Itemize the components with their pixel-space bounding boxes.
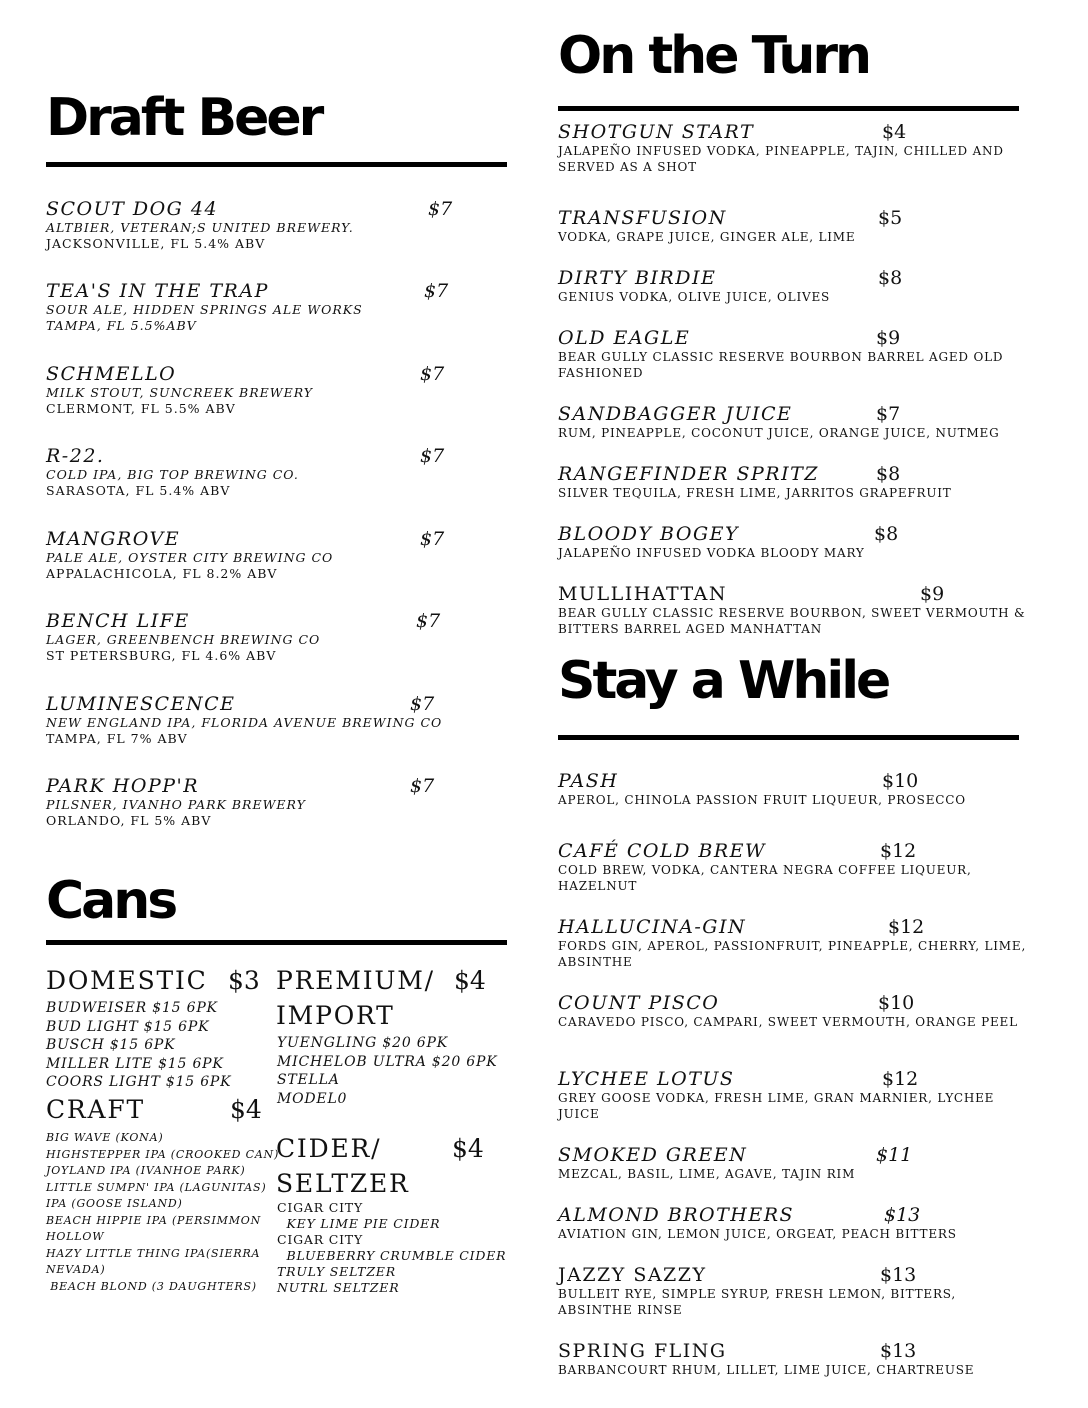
list-item: BEACH BLOND (3 DAUGHTERS) [46,1279,257,1293]
cocktail-name: TRANSFUSION [558,207,727,229]
beer-name: BENCH LIFE [46,610,190,632]
beer-price: $7 [410,693,435,715]
craft-list [46,1130,279,1295]
cocktail-description: JALAPEÑO INFUSED VODKA BLOODY MARY [558,546,865,560]
cocktail-name: OLD EAGLE [558,327,691,349]
cocktail-price: $4 [882,121,907,143]
domestic-list [46,999,231,1092]
turn-divider [558,106,1019,111]
craft-price: $4 [230,1095,262,1124]
cocktail-description: BEAR GULLY CLASSIC RESERVE BOURBON, SWEET VERMOUTH & BITTERS BARREL AGED MANHATTAN [558,606,1026,636]
beer-price: $7 [428,198,453,220]
cocktail-item [558,992,1028,1030]
beer-style-brewery: PALE ALE, OYSTER CITY BREWING CO [46,550,334,565]
cocktail-description: RUM, PINEAPPLE, COCONUT JUICE, ORANGE JUICE, NUTMEG [558,426,1000,440]
cocktail-description: BARBANCOURT RHUM, LILLET, LIME JUICE, CHARTREUSE [558,1363,975,1377]
seltzer-label: SELTZER [276,1169,410,1198]
cocktail-price: $7 [876,403,901,425]
cocktail-price: $12 [882,1068,919,1090]
domestic-price: $3 [228,966,260,995]
draft-item [46,528,506,582]
beer-price: $7 [420,528,445,550]
stay-a-while-heading: Stay a While [558,651,889,711]
cocktail-description: MEZCAL, BASIL, LIME, AGAVE, TAJIN RIM [558,1167,856,1181]
cocktail-name: SMOKED GREEN [558,1144,748,1166]
draft-item [46,363,506,417]
draft-beer-heading: Draft Beer [46,88,322,148]
beer-style-brewery: LAGER, GREENBENCH BREWING CO [46,632,321,647]
cocktail-description: GREY GOOSE VODKA, FRESH LIME, GRAN MARNIER, LYCHEE JUICE [558,1091,995,1121]
cocktail-description: FORDS GIN, APEROL, PASSIONFRUIT, PINEAPPLE, CHERRY, LIME, ABSINTHE [558,939,1027,969]
cocktail-price: $5 [878,207,903,229]
beer-name: SCOUT DOG 44 [46,198,219,220]
list-item: JOYLAND IPA (IVANHOE PARK) [46,1164,246,1177]
list-item: KEY LIME PIE CIDER [277,1216,441,1231]
list-item: LITTLE SUMPN' IPA (LAGUNITAS) [46,1180,267,1194]
beer-price: $7 [416,610,441,632]
list-item: COORS LIGHT $15 6PK [46,1074,232,1090]
cider-label: CIDER/ [276,1134,382,1163]
cocktail-price: $10 [878,992,915,1014]
list-item: HAZY LITTLE THING IPA(SIERRA [46,1246,261,1260]
beer-location-abv: APPALACHICOLA, FL 8.2% ABV [46,566,278,581]
cocktail-description: VODKA, GRAPE JUICE, GINGER ALE, LIME [558,230,856,244]
list-item: CIGAR CITY [277,1200,363,1215]
on-the-turn-heading: On the Turn [558,26,870,86]
cocktail-price: $8 [878,267,903,289]
cocktail-item [558,523,1028,561]
cocktail-description: SILVER TEQUILA, FRESH LIME, JARRITOS GRAPEFRUIT [558,486,952,500]
beer-location-abv: JACKSONVILLE, FL 5.4% ABV [46,236,266,251]
cocktail-price: $12 [880,840,917,862]
beer-name: SCHMELLO [46,363,177,385]
cocktail-name: JAZZY SAZZY [558,1264,707,1286]
cocktail-item [558,121,1028,175]
beer-location-abv: SARASOTA, FL 5.4% ABV [46,483,231,498]
cocktail-item [558,1264,1028,1318]
beer-style-brewery: SOUR ALE, HIDDEN SPRINGS ALE WORKS [46,302,363,317]
beer-name: MANGROVE [46,528,181,550]
import-label: IMPORT [276,1001,395,1030]
cocktail-description: BEAR GULLY CLASSIC RESERVE BOURBON BARREL AGED OLD FASHIONED [558,350,1004,380]
beer-name: R-22. [46,445,105,467]
list-item: BLUEBERRY CRUMBLE CIDER [277,1248,507,1263]
beer-name: TEA'S IN THE TRAP [46,280,269,302]
cocktail-description: AVIATION GIN, LEMON JUICE, ORGEAT, PEACH BITTERS [558,1227,957,1241]
cocktail-item [558,267,1028,305]
beer-style-brewery: COLD IPA, BIG TOP BREWING CO. [46,467,299,482]
beer-location-abv: ST PETERSBURG, FL 4.6% ABV [46,648,277,663]
cans-divider [46,940,507,945]
cocktail-name: BLOODY BOGEY [558,523,740,545]
list-item: IPA (GOOSE ISLAND) [46,1197,183,1210]
premium-price: $4 [454,966,486,995]
draft-item [46,693,506,747]
draft-item [46,775,506,829]
list-item: NEVADA) [46,1263,106,1276]
cans-heading: Cans [46,871,176,931]
cocktail-item [558,770,1028,808]
cocktail-description: GENIUS VODKA, OLIVE JUICE, OLIVES [558,290,831,304]
list-item: BEACH HIPPIE IPA (PERSIMMON [46,1213,262,1227]
beer-location-abv: TAMPA, FL 5.5%ABV [46,318,197,333]
list-item: TRULY SELTZER [277,1264,396,1279]
cocktail-name: HALLUCINA-GIN [558,916,747,938]
beer-location-abv: TAMPA, FL 7% ABV [46,731,188,746]
list-item: YUENGLING $20 6PK [277,1035,448,1051]
beer-style-brewery: ALTBIER, VETERAN;S UNITED BREWERY. [46,220,354,235]
premium-label: PREMIUM/ [276,966,435,995]
cocktail-price: $13 [880,1340,917,1362]
beer-name: PARK HOPP'R [46,775,200,797]
cocktail-name: SPRING FLING [558,1340,727,1362]
beer-price: $7 [410,775,435,797]
beer-name: LUMINESCENCE [46,693,236,715]
premium-list [277,1034,497,1108]
cocktail-item [558,1068,1028,1122]
cocktail-name: MULLIHATTAN [558,583,727,605]
cocktail-item [558,916,1028,970]
list-item: BUSCH $15 6PK [46,1037,176,1053]
list-item: BUDWEISER $15 6PK [46,1000,218,1016]
cocktail-item [558,840,1028,894]
cocktail-name: CAFÉ COLD BREW [558,840,767,862]
cocktail-item [558,207,1028,245]
cocktail-price: $10 [882,770,919,792]
cocktail-name: LYCHEE LOTUS [558,1068,735,1090]
cocktail-name: SANDBAGGER JUICE [558,403,793,425]
cocktail-price: $8 [876,463,901,485]
beer-location-abv: CLERMONT, FL 5.5% ABV [46,401,236,416]
beer-style-brewery: MILK STOUT, SUNCREEK BREWERY [46,385,314,400]
draft-item [46,198,506,252]
beer-price: $7 [420,445,445,467]
cocktail-name: COUNT PISCO [558,992,720,1014]
beer-style-brewery: PILSNER, IVANHO PARK BREWERY [46,797,306,812]
list-item: NUTRL SELTZER [277,1280,400,1295]
list-item: HIGHSTEPPER IPA (CROOKED CAN) [46,1147,280,1161]
cocktail-price: $12 [888,916,925,938]
draft-item [46,445,506,499]
cocktail-item [558,403,1028,441]
cocktail-price: $9 [876,327,901,349]
cocktail-price: $13 [880,1264,917,1286]
domestic-label: DOMESTIC [46,966,208,995]
cocktail-item [558,1204,1028,1242]
cocktail-item [558,463,1028,501]
craft-label: CRAFT [46,1095,146,1124]
draft-item [46,280,506,334]
list-item: BUD LIGHT $15 6PK [46,1018,210,1035]
draft-divider [46,162,507,167]
cocktail-item [558,327,1028,381]
cocktail-name: PASH [558,770,619,792]
beer-location-abv: ORLANDO, FL 5% ABV [46,813,212,828]
cocktail-name: DIRTY BIRDIE [558,267,717,289]
cocktail-description: CARAVEDO PISCO, CAMPARI, SWEET VERMOUTH, ORANGE PEEL [558,1015,1018,1029]
cocktail-item [558,1340,1028,1378]
cocktail-name: ALMOND BROTHERS [558,1204,795,1226]
cocktail-price: $13 [884,1204,921,1226]
cocktail-price: $9 [920,583,945,605]
list-item: MILLER LITE $15 6PK [46,1055,224,1072]
cocktail-description: APEROL, CHINOLA PASSION FRUIT LIQUEUR, PROSECCO [558,793,966,807]
beer-style-brewery: NEW ENGLAND IPA, FLORIDA AVENUE BREWING CO [46,715,443,730]
cocktail-item [558,1144,1028,1182]
list-item: CIGAR CITY [277,1232,363,1247]
cocktail-name: SHOTGUN START [558,121,755,143]
draft-item [46,610,506,664]
cocktail-price: $8 [874,523,899,545]
cocktail-description: JALAPEÑO INFUSED VODKA, PINEAPPLE, TAJIN, CHILLED AND SERVED AS A SHOT [558,144,1004,174]
stay-divider [558,735,1019,740]
cider-price: $4 [452,1134,484,1163]
list-item: MICHELOB ULTRA $20 6PK [277,1053,498,1070]
cocktail-description: BULLEIT RYE, SIMPLE SYRUP, FRESH LEMON, BITTERS, ABSINTHE RINSE [558,1287,957,1317]
list-item: MODEL0 [277,1090,348,1107]
beer-price: $7 [420,363,445,385]
list-item: HOLLOW [46,1230,105,1243]
cocktail-item [558,583,1028,637]
list-item: STELLA [277,1072,340,1088]
cocktail-price: $11 [876,1144,913,1166]
beer-price: $7 [424,280,449,302]
list-item: BIG WAVE (KONA) [46,1131,164,1144]
cider-list [277,1200,506,1296]
cocktail-name: RANGEFINDER SPRITZ [558,463,819,485]
cocktail-description: COLD BREW, VODKA, CANTERA NEGRA COFFEE LIQUEUR, HAZELNUT [558,863,972,893]
